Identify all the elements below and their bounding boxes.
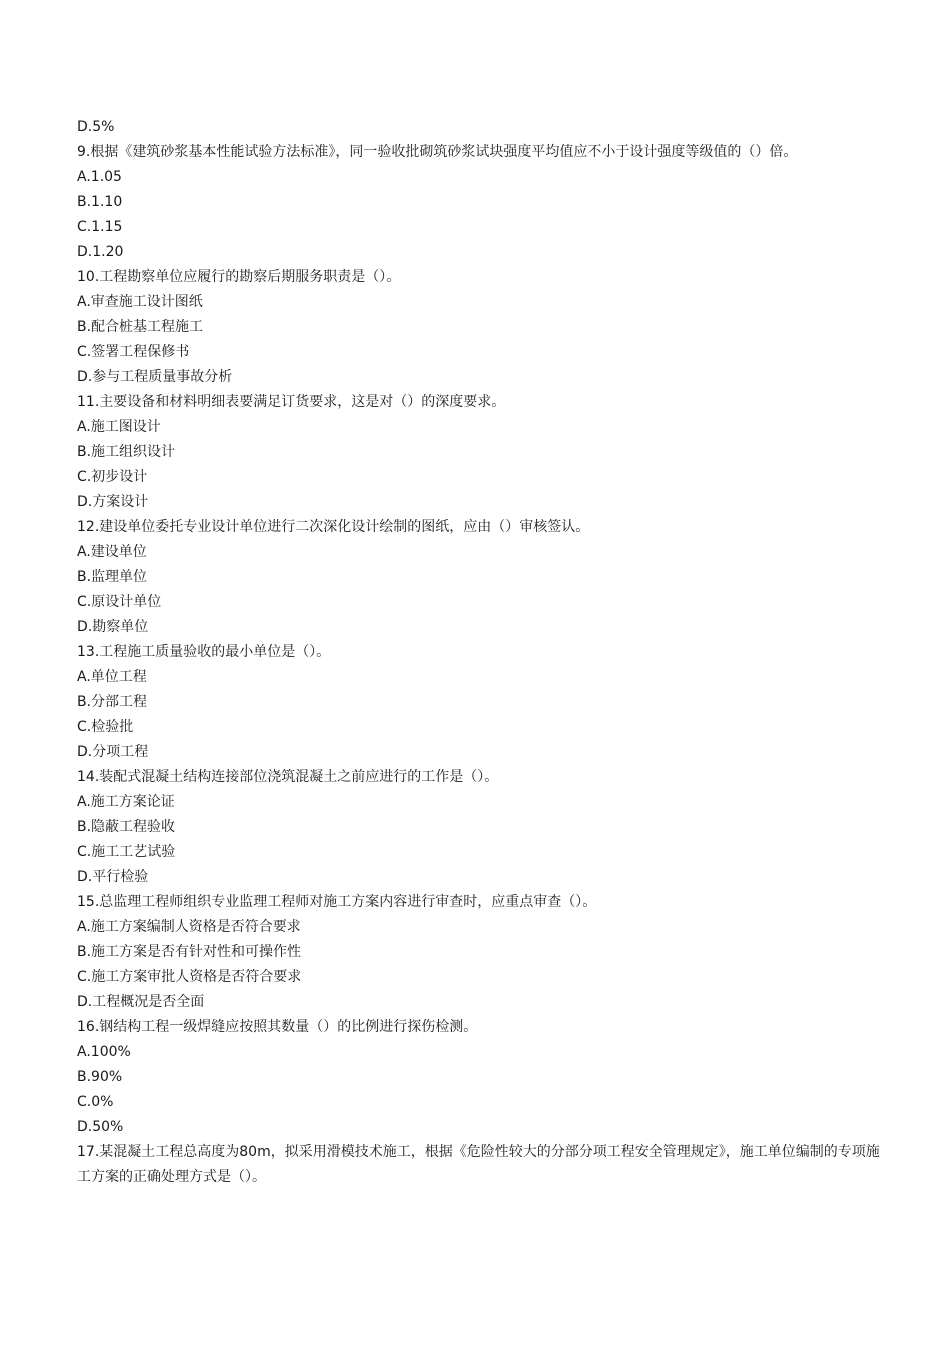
- question-11-stem: 11.主要设备和材料明细表要满足订货要求，这是对（）的深度要求。: [77, 394, 506, 410]
- q9-option-d: D.1.20: [77, 244, 124, 260]
- q9-option-b: B.1.10: [77, 194, 123, 210]
- q16-option-d: D.50%: [77, 1119, 124, 1135]
- q15-option-a: A.施工方案编制人资格是否符合要求: [77, 919, 301, 935]
- q12-option-b: B.监理单位: [77, 569, 148, 585]
- q12-option-c: C.原设计单位: [77, 594, 162, 610]
- q14-option-b: B.隐蔽工程验收: [77, 819, 176, 835]
- question-12-stem: 12.建设单位委托专业设计单位进行二次深化设计绘制的图纸，应由（）审核签认。: [77, 519, 590, 535]
- question-16-stem: 16.钢结构工程一级焊缝应按照其数量（）的比例进行探伤检测。: [77, 1019, 478, 1035]
- question-14-stem: 14.装配式混凝土结构连接部位浇筑混凝土之前应进行的工作是（）。: [77, 769, 499, 785]
- q14-option-a: A.施工方案论证: [77, 794, 175, 810]
- q11-option-c: C.初步设计: [77, 469, 148, 485]
- q11-option-a: A.施工图设计: [77, 419, 161, 435]
- q10-option-c: C.签署工程保修书: [77, 344, 190, 360]
- question-13-stem: 13.工程施工质量验收的最小单位是（）。: [77, 644, 331, 660]
- q10-option-a: A.审查施工设计图纸: [77, 294, 203, 310]
- question-10-stem: 10.工程勘察单位应履行的勘察后期服务职责是（）。: [77, 269, 401, 285]
- q13-option-c: C.检验批: [77, 719, 134, 735]
- q10-option-d: D.参与工程质量事故分析: [77, 369, 233, 385]
- q11-option-b: B.施工组织设计: [77, 444, 176, 460]
- q11-option-d: D.方案设计: [77, 494, 149, 510]
- q12-option-d: D.勘察单位: [77, 619, 149, 635]
- q13-option-a: A.单位工程: [77, 669, 147, 685]
- q15-option-c: C.施工方案审批人资格是否符合要求: [77, 969, 302, 985]
- question-17-stem: 17.某混凝土工程总高度为80m，拟采用滑模技术施工，根据《危险性较大的分部分项工程安全管理规定》，施工单位编制的专项施工方案的正确处理方式是（）。: [77, 1144, 880, 1185]
- q12-option-a: A.建设单位: [77, 544, 147, 560]
- question-9-stem: 9.根据《建筑砂浆基本性能试验方法标准》，同一验收批砌筑砂浆试块强度平均值应不小于设计强度等级值的（）倍。: [77, 144, 798, 160]
- q13-option-d: D.分项工程: [77, 744, 149, 760]
- q9-option-a: A.1.05: [77, 169, 122, 185]
- question-15-stem: 15.总监理工程师组织专业监理工程师对施工方案内容进行审查时，应重点审查（）。: [77, 894, 597, 910]
- q14-option-c: C.施工工艺试验: [77, 844, 176, 860]
- document-page: [77, 115, 885, 1190]
- q13-option-b: B.分部工程: [77, 694, 148, 710]
- q15-option-d: D.工程概况是否全面: [77, 994, 205, 1010]
- q16-option-c: C.0%: [77, 1094, 114, 1110]
- q15-option-b: B.施工方案是否有针对性和可操作性: [77, 944, 302, 960]
- option-d-prev: D.5%: [77, 119, 115, 135]
- q16-option-b: B.90%: [77, 1069, 123, 1085]
- q9-option-c: C.1.15: [77, 219, 123, 235]
- q10-option-b: B.配合桩基工程施工: [77, 319, 204, 335]
- q16-option-a: A.100%: [77, 1044, 131, 1060]
- q14-option-d: D.平行检验: [77, 869, 149, 885]
